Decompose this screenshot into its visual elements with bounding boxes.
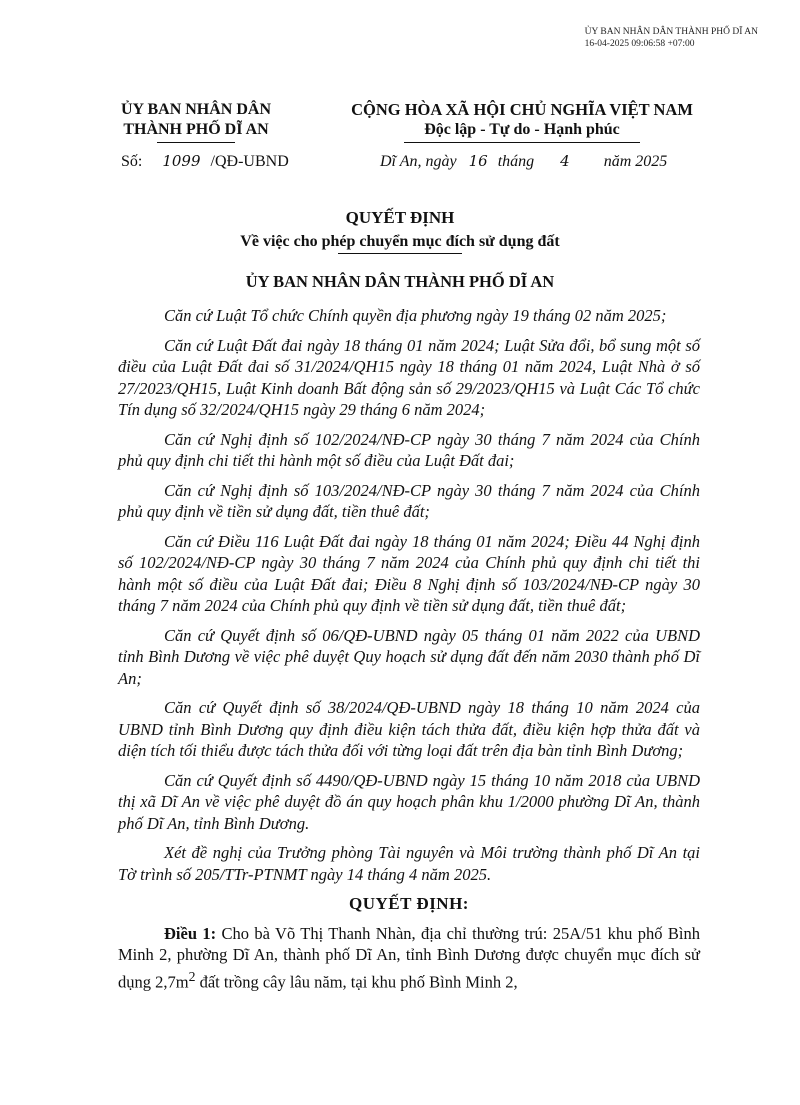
article-1 [118,923,700,993]
date-prefix: Dĩ An, ngày [380,153,457,170]
issuing-authority-header [96,100,296,143]
number-suffix: /QĐ-UBND [210,153,289,170]
legal-basis-paragraph: Căn cứ Luật Tổ chức Chính quyền địa phương ngày 19 tháng 02 năm 2025; [164,306,667,325]
document-title: QUYẾT ĐỊNH [345,208,455,227]
date-year: năm 2025 [603,153,668,170]
decision-heading: QUYẾT ĐỊNH: [349,894,469,913]
national-header [312,100,732,143]
article-1-text-cont: đất trồng cây lâu năm, tại khu phố Bình Minh 2, [195,972,518,991]
legal-basis-paragraph: Căn cứ Quyết định số 06/QĐ-UBND ngày 05 tháng 01 năm 2022 của UBND tỉnh Bình Dương về việc phê duyệt Quy hoạch sử dụng đất đến năm 2030 thành phố Dĩ An; [118,625,700,688]
stamp-org: ỦY BAN NHÂN DÂN THÀNH PHỐ DĨ AN [584,27,758,37]
org-line-2: THÀNH PHỐ DĨ AN [123,121,269,138]
legal-basis-paragraph: Căn cứ Quyết định số 4490/QĐ-UBND ngày 15 tháng 10 năm 2018 của UBND thị xã Dĩ An về việc phê duyệt đồ án quy hoạch phân khu 1/2000 phường Dĩ An, thành phố Dĩ An, tỉnh Bình Dương. [118,770,700,833]
legal-basis-paragraph: Căn cứ Luật Đất đai ngày 18 tháng 01 năm 2024; Luật Sửa đổi, bổ sung một số điều của Luật Đất đai số 31/2024/QH15 ngày 18 tháng 01 năm 2024, Luật Nhà ở số 27/2023/QH15, Luật Kinh doanh Bất động sản số 29/2023/QH15 và Luật Các Tổ chức Tín dụng số 32/2024/QH15 ngày 29 tháng 6 năm 2024; [118,335,700,419]
number-value: 1099 [162,152,201,170]
issuing-authority-line: ỦY BAN NHÂN DÂN THÀNH PHỐ DĨ AN [245,272,555,291]
number-prefix: Số: [121,153,143,170]
legal-basis-paragraph: Căn cứ Quyết định số 38/2024/QĐ-UBND ngày 18 tháng 10 năm 2024 của UBND tỉnh Bình Dương quy định điều kiện tách thửa đất, điều kiện hợp thửa đất và diện tích tối thiểu được tách thửa đối với từng loại đất trên địa bàn tỉnh Bình Dương; [118,698,700,760]
document-number [121,152,289,171]
stamp-datetime: 16-04-2025 09:06:58 +07:00 [584,39,695,49]
date-month: 4 [560,152,570,170]
article-1-label: Điều 1: [164,923,217,943]
motto-underline [404,142,640,143]
legal-basis-paragraph: Căn cứ Điều 116 Luật Đất đai ngày 18 tháng 01 năm 2024; Điều 44 Nghị định số 102/2024/NĐ-CP ngày 30 tháng 7 năm 2024 của Chính phủ quy định chi tiết thi hành một số điều của Luật Đất đai; Điều 8 Nghị định số 103/2024/NĐ-CP ngày 30 tháng 7 năm 2024 của Chính phủ quy định về tiền sử dụng đất, tiền thuê đất; [118,531,700,615]
document-subtitle [0,233,800,254]
document-body [118,305,700,993]
legal-basis-paragraph: Căn cứ Nghị định số 103/2024/NĐ-CP ngày 30 tháng 7 năm 2024 của Chính phủ quy định về tiền sử dụng đất, tiền thuê đất; [118,480,700,521]
digital-signature-stamp [585,26,758,50]
subtitle-underline [338,253,462,254]
document-date [380,152,667,171]
date-month-label: tháng [497,153,535,170]
date-day: 16 [468,152,488,170]
legal-basis-paragraph: Căn cứ Nghị định số 102/2024/NĐ-CP ngày 30 tháng 7 năm 2024 của Chính phủ quy định chi tiết thi hành một số điều của Luật Đất đai; [118,429,700,470]
org-line-1: ỦY BAN NHÂN DÂN [120,101,272,118]
area-unit-superscript: 2 [188,968,196,984]
article-1-text: Cho bà Võ Thị Thanh Nhàn, địa chỉ thường trú: 25A/51 khu phố Bình Minh 2, phường Dĩ An, thành phố Dĩ An, tỉnh Bình Dương được chuyển mục đích sử dụng 2,7m [118,923,700,991]
nation-name: CỘNG HÒA XÃ HỘI CHỦ NGHĨA VIỆT NAM [351,100,693,119]
legal-basis-paragraph: Xét đề nghị của Trưởng phòng Tài nguyên và Môi trường thành phố Dĩ An tại Tờ trình số 205/TTr-PTNMT ngày 14 tháng 4 năm 2025. [118,843,700,884]
national-motto: Độc lập - Tự do - Hạnh phúc [424,121,620,138]
subtitle-text: Về việc cho phép chuyển mục đích sử dụng đất [240,233,560,250]
org-underline [157,142,235,143]
